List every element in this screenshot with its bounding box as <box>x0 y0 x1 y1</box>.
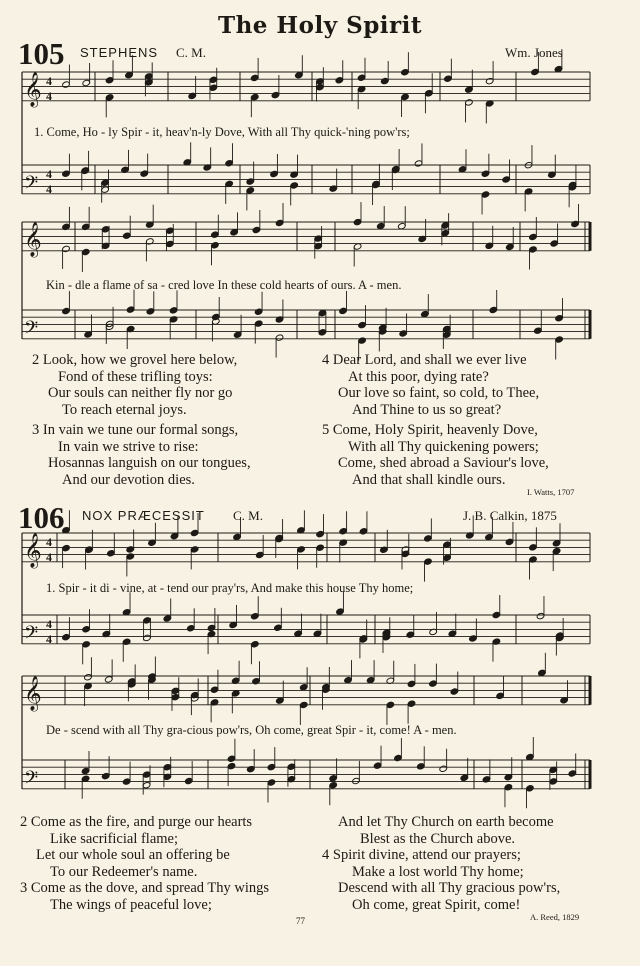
verse-line: The wings of peaceful love; <box>50 896 212 913</box>
hymn-106-verses-left <box>20 814 269 913</box>
verse-4 <box>322 847 560 864</box>
verse-number: 2 <box>32 352 40 368</box>
svg-text:4: 4 <box>46 182 52 196</box>
verse-line: Blest as the Church above. <box>360 830 516 847</box>
hymn-105-attribution: I. Watts, 1707 <box>527 487 575 497</box>
verse-line: Our souls can neither fly nor go <box>48 385 233 401</box>
verse-line: To our Redeemer's name. <box>50 863 198 880</box>
hymn-105-lyrics-line1: 1. Come, Ho - ly Spir - it, heav'n-ly Dove, With all Thy quick-'ning pow'rs; <box>34 125 410 139</box>
hymn-105-number: 105 <box>18 36 65 71</box>
svg-text:4: 4 <box>46 89 52 103</box>
verse-4 <box>322 352 549 369</box>
verse-3 <box>32 422 251 439</box>
verse-line: Come as the dove, and spread Thy wings <box>30 880 270 896</box>
verse-line: Our love so faint, so cold, to Thee, <box>338 385 540 401</box>
svg-text:4: 4 <box>46 167 52 181</box>
hymn-106-lyrics-line2: De - scend with all Thy gra-cious pow'rs, Oh come, great Spir - it, come! A - men. <box>46 723 457 737</box>
hymn-106-composer: J. B. Calkin, 1875 <box>463 508 557 523</box>
svg-text:𝄢: 𝄢 <box>24 317 39 343</box>
hymn-106-lyrics-line1: 1. Spir - it di - vine, at - tend our pray'rs, And make this house Thy home; <box>46 581 414 595</box>
verse-line: At this poor, dying rate? <box>348 368 489 385</box>
verse-line: And our devotion dies. <box>62 471 195 488</box>
verse-line: And Thine to us so great? <box>352 401 502 418</box>
verse-2 <box>20 814 269 831</box>
verse-2 <box>32 352 251 369</box>
svg-text:𝄢: 𝄢 <box>24 172 39 198</box>
verse-line: Come, Holy Spirit, heavenly Dove, <box>332 422 538 438</box>
verse-line: In vain we tune our formal songs, <box>42 422 239 438</box>
verse-line: Descend with all Thy gracious pow'rs, <box>338 880 561 896</box>
svg-text:𝄢: 𝄢 <box>24 767 39 793</box>
hymn-106-meter: C. M. <box>233 508 263 523</box>
verse-line: To reach eternal joys. <box>62 401 187 418</box>
hymn-105-composer: Wm. Jones <box>505 45 563 60</box>
hymn-106-tune: NOX PRÆCESSIT <box>82 508 205 523</box>
hymn-106-verses-right <box>322 814 560 913</box>
verse-line: And let Thy Church on earth become <box>338 814 554 830</box>
verse-number: 3 <box>32 422 40 438</box>
verse-number: 5 <box>322 422 330 438</box>
verse-line: Spirit divine, attend our prayers; <box>332 847 521 863</box>
hymn-106-attribution: A. Reed, 1829 <box>530 912 580 922</box>
verse-line: Dear Lord, and shall we ever live <box>332 352 527 368</box>
verse-line: Fond of these trifling toys: <box>58 368 213 385</box>
verse-line: With all Thy quickening powers; <box>348 438 539 455</box>
section-title: The Holy Spirit <box>217 12 423 39</box>
verse-5 <box>322 422 549 439</box>
hymn-106-number: 106 <box>18 500 65 535</box>
svg-text:𝄞: 𝄞 <box>24 532 42 568</box>
hymn-105-meter: C. M. <box>176 45 206 60</box>
verse-line: Let our whole soul an offering be <box>36 847 230 863</box>
verse-line: Look, how we grovel here below, <box>42 352 238 368</box>
svg-text:4: 4 <box>46 550 52 564</box>
verse-number: 4 <box>322 352 330 368</box>
hymn-105-verses-right <box>322 352 549 488</box>
svg-text:𝄞: 𝄞 <box>24 221 42 257</box>
verse-3 <box>20 880 269 897</box>
verse-line: And that shall kindle ours. <box>352 471 506 488</box>
verse-line: Oh come, great Spirit, come! <box>352 896 521 913</box>
hymn-105-tune: STEPHENS <box>80 45 159 60</box>
verse-line: Come as the fire, and purge our hearts <box>30 814 253 830</box>
svg-text:4: 4 <box>46 632 52 646</box>
verse-line: In vain we strive to rise: <box>58 438 199 455</box>
svg-text:4: 4 <box>46 617 52 631</box>
verse-number: 2 <box>20 814 28 830</box>
verse-line: Hosannas languish on our tongues, <box>48 455 251 471</box>
svg-text:4: 4 <box>46 535 52 549</box>
svg-text:𝄞: 𝄞 <box>24 675 42 711</box>
page-number: 77 <box>296 916 305 926</box>
svg-text:4: 4 <box>46 74 52 88</box>
hymn-105-lyrics-line2: Kin - dle a flame of sa - cred love In these cold hearts of ours. A - men. <box>46 278 402 292</box>
verse-line: Come, shed abroad a Saviour's love, <box>338 455 549 471</box>
verse-number: 4 <box>322 847 330 863</box>
verse-line: Like sacrificial flame; <box>50 830 179 847</box>
svg-text:𝄞: 𝄞 <box>24 71 42 107</box>
svg-text:𝄢: 𝄢 <box>24 622 39 648</box>
hymn-105-verses-left <box>32 352 251 488</box>
verse-number: 3 <box>20 880 28 896</box>
verse-line: Make a lost world Thy home; <box>352 863 524 880</box>
